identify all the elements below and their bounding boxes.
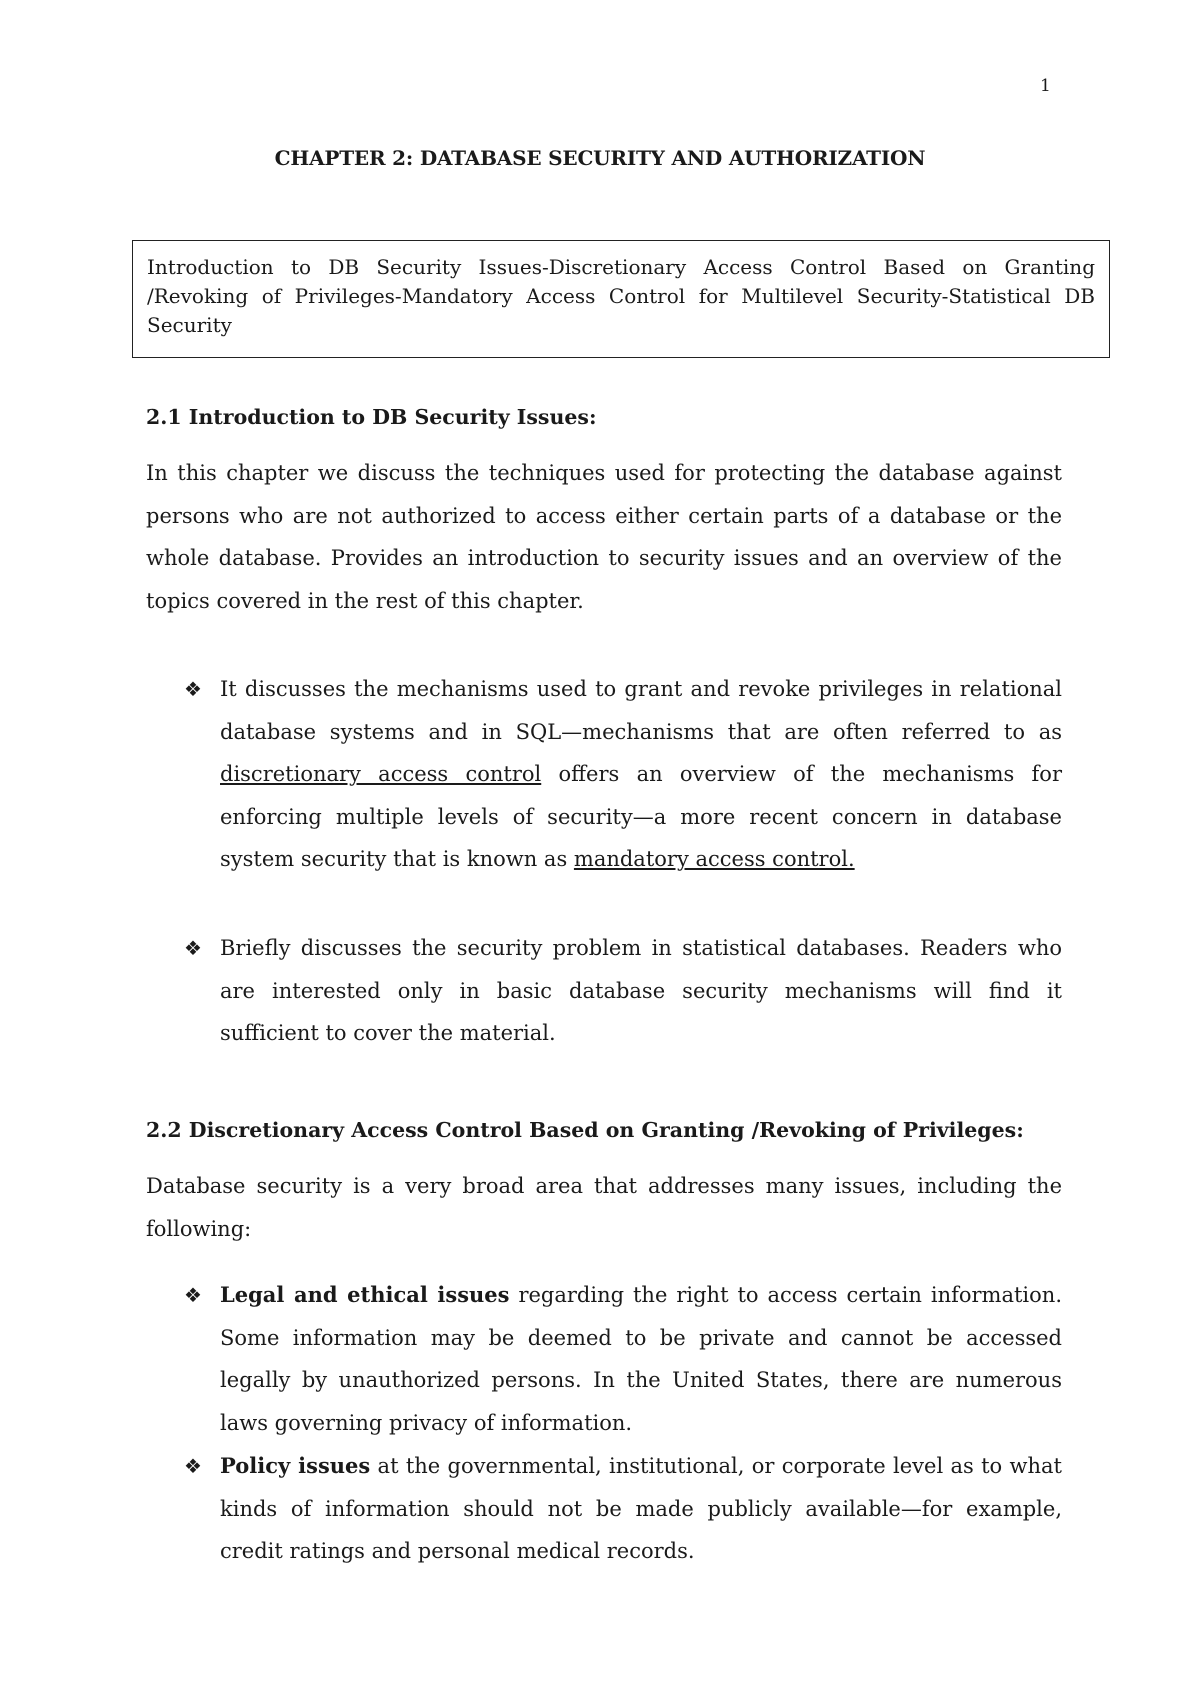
page-number: 1 (1040, 76, 1051, 96)
diamond-bullet-icon: ❖ (184, 677, 202, 701)
bullet-text: Briefly discusses the security problem in statistical databases. Readers who are interested only in basic database security mechanisms will find it sufficient to cover the material. (220, 936, 1062, 1045)
policy-issues-term: Policy issues (220, 1453, 371, 1478)
section-heading-2-2: 2.2 Discretionary Access Control Based on Granting /Revoking of Privileges: (146, 1118, 1024, 1142)
bullet-text: Policy issues at the governmental, institutional, or corporate level as to what kinds of information should not be made publicly available—for example, credit ratings and personal medical records. (220, 1453, 1062, 1563)
section-2-1-paragraph: In this chapter we discuss the techniques used for protecting the database against persons who are not authorized to access either certain parts of a database or the whole database. Provides an introduction to security issues and an overview of the topics covered in the rest of this chapter. (146, 461, 1062, 613)
diamond-bullet-icon: ❖ (184, 1283, 202, 1307)
chapter-summary-box: Introduction to DB Security Issues-Discretionary Access Control Based on Granting /Revoking of Privileges-Mandatory Access Control for Multilevel Security-Statistical DB Security (132, 240, 1110, 358)
bullet-item (184, 1445, 1062, 1573)
discretionary-access-control-term: discretionary access control (220, 762, 542, 786)
mandatory-access-control-term: mandatory access control. (573, 847, 855, 871)
bullet-item (184, 1274, 1062, 1444)
diamond-bullet-icon: ❖ (184, 936, 202, 960)
bullet-text: It discusses the mechanisms used to grant and revoke privileges in relational database systems and in SQL—mechanisms that are often referred to as discretionary access control offers an overview of the mechanisms for enforcing multiple levels of security—a more recent concern in database system security that is known as mandatory access control. (220, 677, 1062, 871)
legal-ethical-issues-term: Legal and ethical issues (220, 1282, 510, 1307)
bullet-item (184, 927, 1062, 1055)
bullet-text: Legal and ethical issues regarding the right to access certain information. Some information may be deemed to be private and cannot be accessed legally by unauthorized persons. In the United States, there are numerous laws governing privacy of information. (220, 1282, 1062, 1435)
chapter-title: CHAPTER 2: DATABASE SECURITY AND AUTHORIZATION (274, 146, 926, 170)
diamond-bullet-icon: ❖ (184, 1454, 202, 1478)
bullet-item (184, 668, 1062, 881)
section-2-2-paragraph: Database security is a very broad area that addresses many issues, including the following: (146, 1174, 1062, 1241)
section-heading-2-1: 2.1 Introduction to DB Security Issues: (146, 405, 597, 429)
